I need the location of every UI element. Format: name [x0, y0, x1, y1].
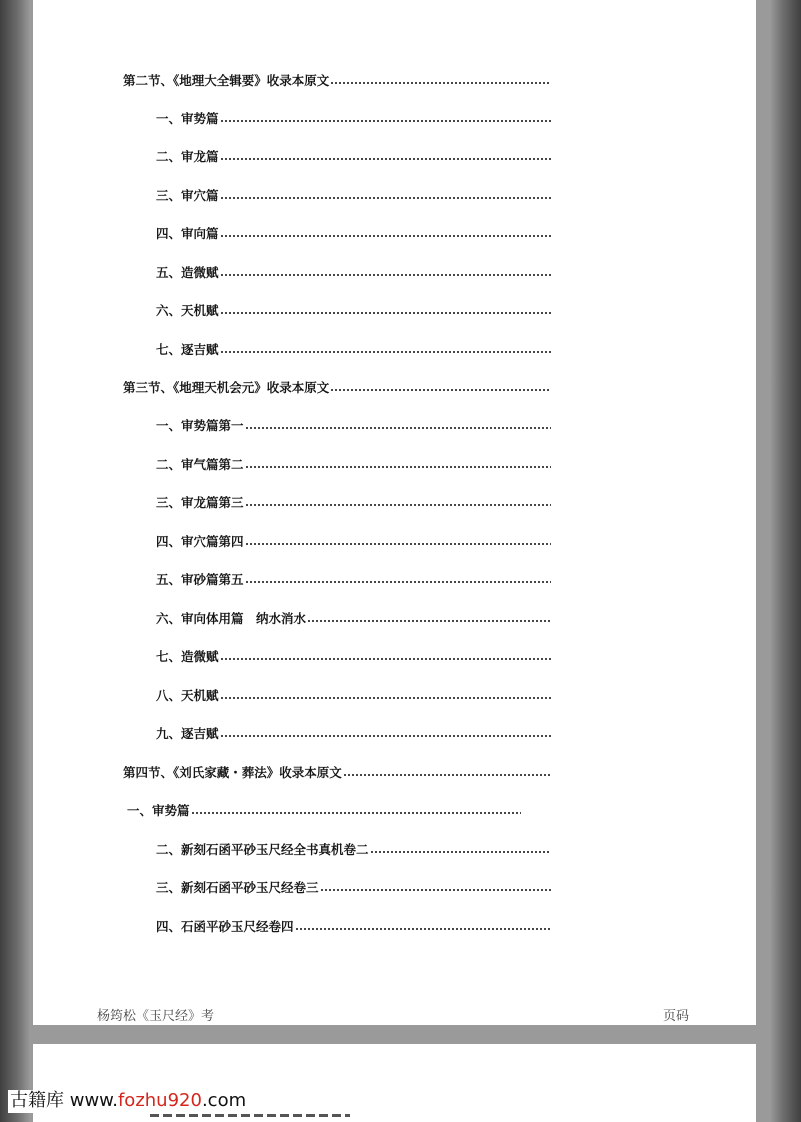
- dot-leader: [245, 466, 551, 468]
- watermark-suffix: .com: [201, 1090, 247, 1111]
- dot-leader: [295, 928, 551, 930]
- toc-entry-title: 四、审向篇: [156, 226, 219, 241]
- toc-entry-title: 五、造微赋: [156, 265, 219, 280]
- toc-entry-title: 一、审势篇: [127, 803, 190, 818]
- dot-leader: [330, 82, 551, 84]
- toc-entry-title: 第四节、《刘氏家藏・葬法》收录本原文: [123, 765, 342, 780]
- dot-leader: [343, 774, 551, 776]
- toc-entry[interactable]: [156, 839, 551, 861]
- dot-leader: [220, 235, 551, 237]
- toc-entry[interactable]: [123, 762, 551, 784]
- toc-entry[interactable]: [156, 415, 551, 437]
- dot-leader: [220, 158, 551, 160]
- toc-entry[interactable]: [156, 492, 551, 514]
- dot-leader: [245, 504, 551, 506]
- toc-entry[interactable]: [156, 569, 551, 591]
- toc-entry[interactable]: [127, 800, 521, 822]
- toc-entry-title: 一、审势篇第一: [156, 418, 244, 433]
- toc-entry-title: 七、逐吉赋: [156, 342, 219, 357]
- toc-entry[interactable]: [156, 608, 551, 630]
- watermark-accent: fozhu920: [117, 1090, 202, 1111]
- dot-leader: [220, 351, 551, 353]
- toc-entry[interactable]: [156, 877, 551, 899]
- dot-leader: [220, 274, 551, 276]
- dot-leader: [220, 197, 551, 199]
- toc-entry-title: 四、石函平砂玉尺经卷四: [156, 919, 294, 934]
- dot-leader: [220, 697, 551, 699]
- dot-leader: [245, 543, 551, 545]
- toc-entry-title: 六、天机赋: [156, 303, 219, 318]
- toc-entry[interactable]: [156, 223, 551, 245]
- clipped-text-fragment: [150, 1114, 350, 1117]
- clipped-heading: [150, 1114, 350, 1122]
- toc-entry[interactable]: [156, 531, 551, 553]
- toc-entry-title: 三、新刻石函平砂玉尺经卷三: [156, 880, 319, 895]
- toc-entry-title: 九、逐吉赋: [156, 726, 219, 741]
- toc-entry-title: 第三节、《地理天机会元》收录本原文: [123, 380, 330, 395]
- dot-leader: [245, 427, 551, 429]
- dot-leader: [245, 581, 551, 583]
- toc-entry[interactable]: [156, 916, 551, 938]
- toc-entry-title: 二、审龙篇: [156, 149, 219, 164]
- dot-leader: [370, 851, 551, 853]
- dot-leader: [307, 620, 551, 622]
- toc-entry[interactable]: [123, 377, 551, 399]
- toc-entry-title: 四、审穴篇第四: [156, 534, 244, 549]
- toc-entry-title: 三、审穴篇: [156, 188, 219, 203]
- toc-entry[interactable]: [123, 70, 551, 92]
- dot-leader: [220, 120, 551, 122]
- toc-entry-title: 五、审砂篇第五: [156, 572, 244, 587]
- site-watermark: [8, 1090, 248, 1113]
- toc-entry-title: 七、造微赋: [156, 649, 219, 664]
- dot-leader: [330, 389, 551, 391]
- toc-entry[interactable]: [156, 146, 551, 168]
- toc-entry[interactable]: [156, 723, 551, 745]
- toc-entry[interactable]: [156, 300, 551, 322]
- document-page: [33, 0, 756, 1025]
- dot-leader: [191, 812, 521, 814]
- page-footer-title: 杨筠松《玉尺经》考: [97, 1009, 215, 1024]
- dot-leader: [320, 889, 551, 891]
- watermark-prefix: 古籍库 www.: [10, 1090, 118, 1111]
- toc-entry[interactable]: [156, 646, 551, 668]
- toc-entry-title: 六、审向体用篇 纳水消水: [156, 611, 307, 626]
- toc-entry[interactable]: [156, 685, 551, 707]
- dot-leader: [220, 735, 551, 737]
- toc-entry[interactable]: [156, 454, 551, 476]
- toc-entry-title: 二、新刻石函平砂玉尺经全书真机卷二: [156, 842, 369, 857]
- toc-entry[interactable]: [156, 185, 551, 207]
- toc-entry[interactable]: [156, 108, 551, 130]
- toc-entry-title: 一、审势篇: [156, 111, 219, 126]
- toc-entry-title: 二、审气篇第二: [156, 457, 244, 472]
- toc-entry[interactable]: [156, 262, 551, 284]
- page-number-label: 页码: [663, 1009, 690, 1024]
- toc-entry-title: 第二节、《地理大全辑要》收录本原文: [123, 73, 330, 88]
- toc-entry-title: 八、天机赋: [156, 688, 219, 703]
- dot-leader: [220, 312, 551, 314]
- toc-entry[interactable]: [156, 339, 551, 361]
- dot-leader: [220, 658, 551, 660]
- toc-entry-title: 三、审龙篇第三: [156, 495, 244, 510]
